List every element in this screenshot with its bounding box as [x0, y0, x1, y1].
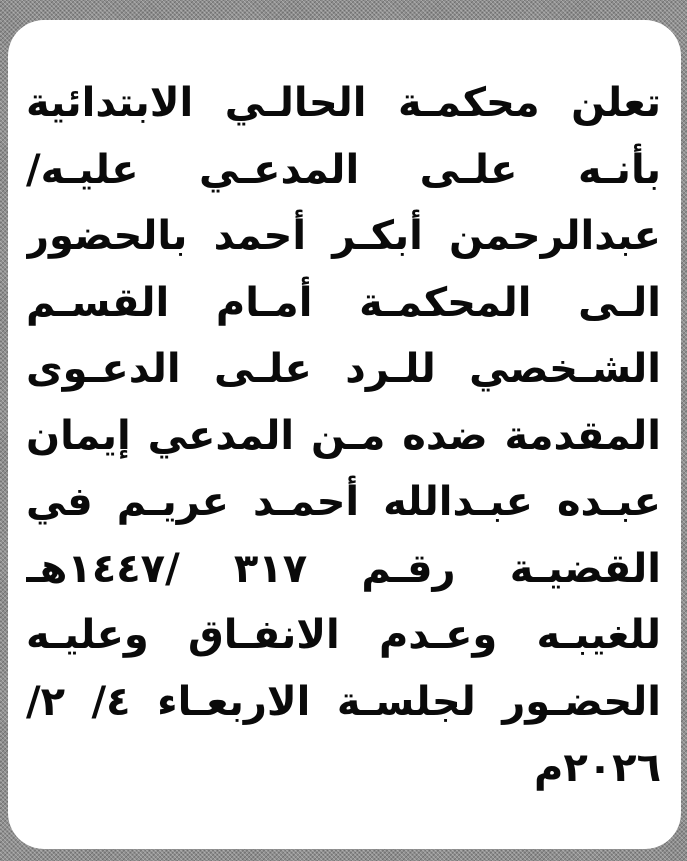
- notice-line-7: عبـده عبـدالله أحمـد عريـم في: [26, 479, 661, 525]
- notice-line-5: الشـخصي للـرد علـى الدعـوى: [26, 346, 661, 392]
- notice-line-8: القضيـة رقـم ٣١٧ /١٤٤٧هـ: [26, 545, 661, 592]
- notice-line-3: عبدالرحمن أبكـر أحمد بالحضور: [26, 213, 661, 259]
- notice-line-4: الـى المحكمـة أمـام القسـم: [26, 279, 661, 326]
- notice-line-11: ٢٠٢٦م: [534, 745, 661, 791]
- notice-line-10: الحضـور لجلسـة الاربعـاء ٤/ ٢/: [26, 678, 661, 725]
- notice-line-1: تعلن محكمـة الحالـي الابتدائية: [26, 80, 661, 126]
- notice-line-9: للغيبـه وعـدم الانفـاق وعليـه: [26, 612, 661, 658]
- court-notice-text: [26, 70, 661, 802]
- notice-line-6: المقدمة ضده مـن المدعي إيمان: [26, 412, 661, 459]
- notice-card: [8, 20, 681, 849]
- notice-line-2: بأنـه علـى المدعـي عليـه/: [26, 146, 661, 193]
